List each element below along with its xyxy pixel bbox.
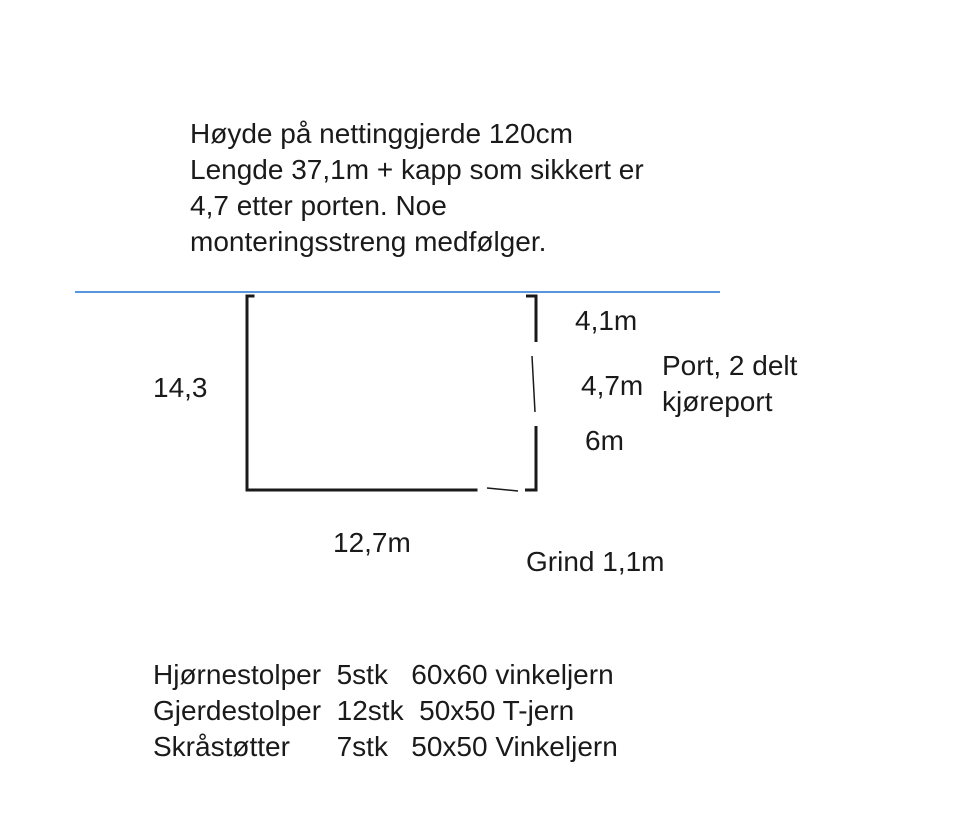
port-label-line1: Port, 2 delt [662, 350, 798, 381]
gate-opening-mark [487, 488, 518, 491]
bottom-side-label: 12,7m [333, 527, 411, 558]
note-offcut: 4,7 etter porten. Noe [190, 190, 447, 221]
fence-left-and-bottom [247, 296, 476, 490]
fence-right-bottom [525, 426, 536, 490]
note-length: Lengde 37,1m + kapp som sikkert er [190, 154, 644, 185]
port-label [662, 348, 797, 420]
note-string: monteringsstreng medfølger. [190, 226, 547, 257]
fence-right-top [526, 296, 536, 342]
note-height: Høyde på nettinggjerde 120cm [190, 118, 573, 149]
material-fence-posts: Gjerdestolper 12stk 50x50 T-jern [153, 695, 575, 726]
right-middle-label: 4,7m [581, 370, 644, 401]
right-bottom-label: 6m [585, 425, 624, 456]
gate-label: Grind 1,1m [526, 546, 665, 577]
material-corner-posts: Hjørnestolper 5stk 60x60 vinkeljern [153, 659, 614, 690]
materials-list [153, 657, 618, 765]
material-braces: Skråstøtter 7stk 50x50 Vinkeljern [153, 731, 618, 762]
right-top-label: 4,1m [575, 305, 638, 336]
port-opening-mark [532, 356, 535, 412]
port-label-line2: kjøreport [662, 386, 773, 417]
left-side-label: 14,3 [153, 372, 208, 403]
